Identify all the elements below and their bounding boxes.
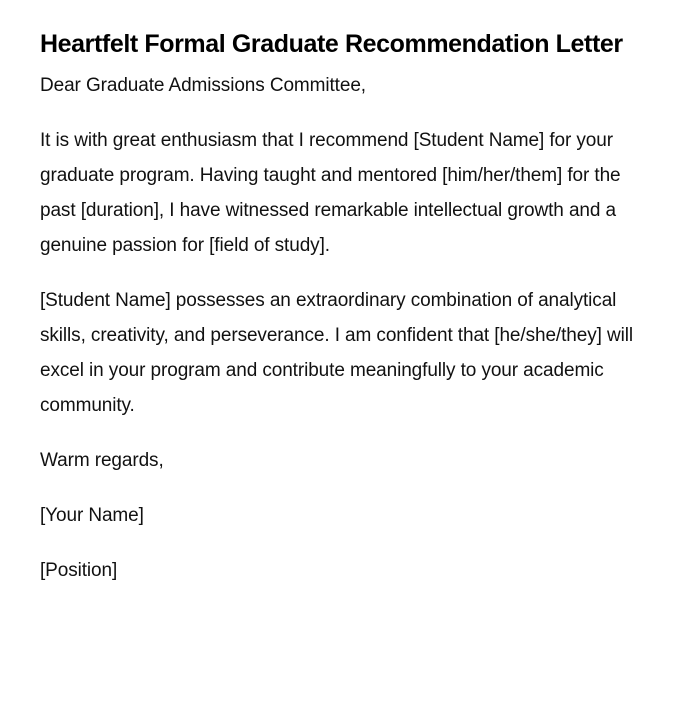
signature-name: [Your Name]: [40, 505, 144, 526]
closing: Warm regards,: [40, 450, 164, 471]
letter-title: Heartfelt Formal Graduate Recommendation Letter: [40, 30, 623, 58]
body-paragraph-1: It is with great enthusiasm that I recommend [Student Name] for your graduate program. Having taught and mentored [him/her/them] for the past [duration], I have witnessed remarkable intellectual growth and a genuine passion for [field of study].: [40, 130, 621, 256]
salutation: Dear Graduate Admissions Committee,: [40, 75, 366, 96]
signature-position: [Position]: [40, 560, 118, 581]
body-paragraph-2: [Student Name] possesses an extraordinary combination of analytical skills, creativity, and perseverance. I am confident that [he/she/they] will excel in your program and contribute meaningfully to your academic community.: [40, 290, 633, 416]
